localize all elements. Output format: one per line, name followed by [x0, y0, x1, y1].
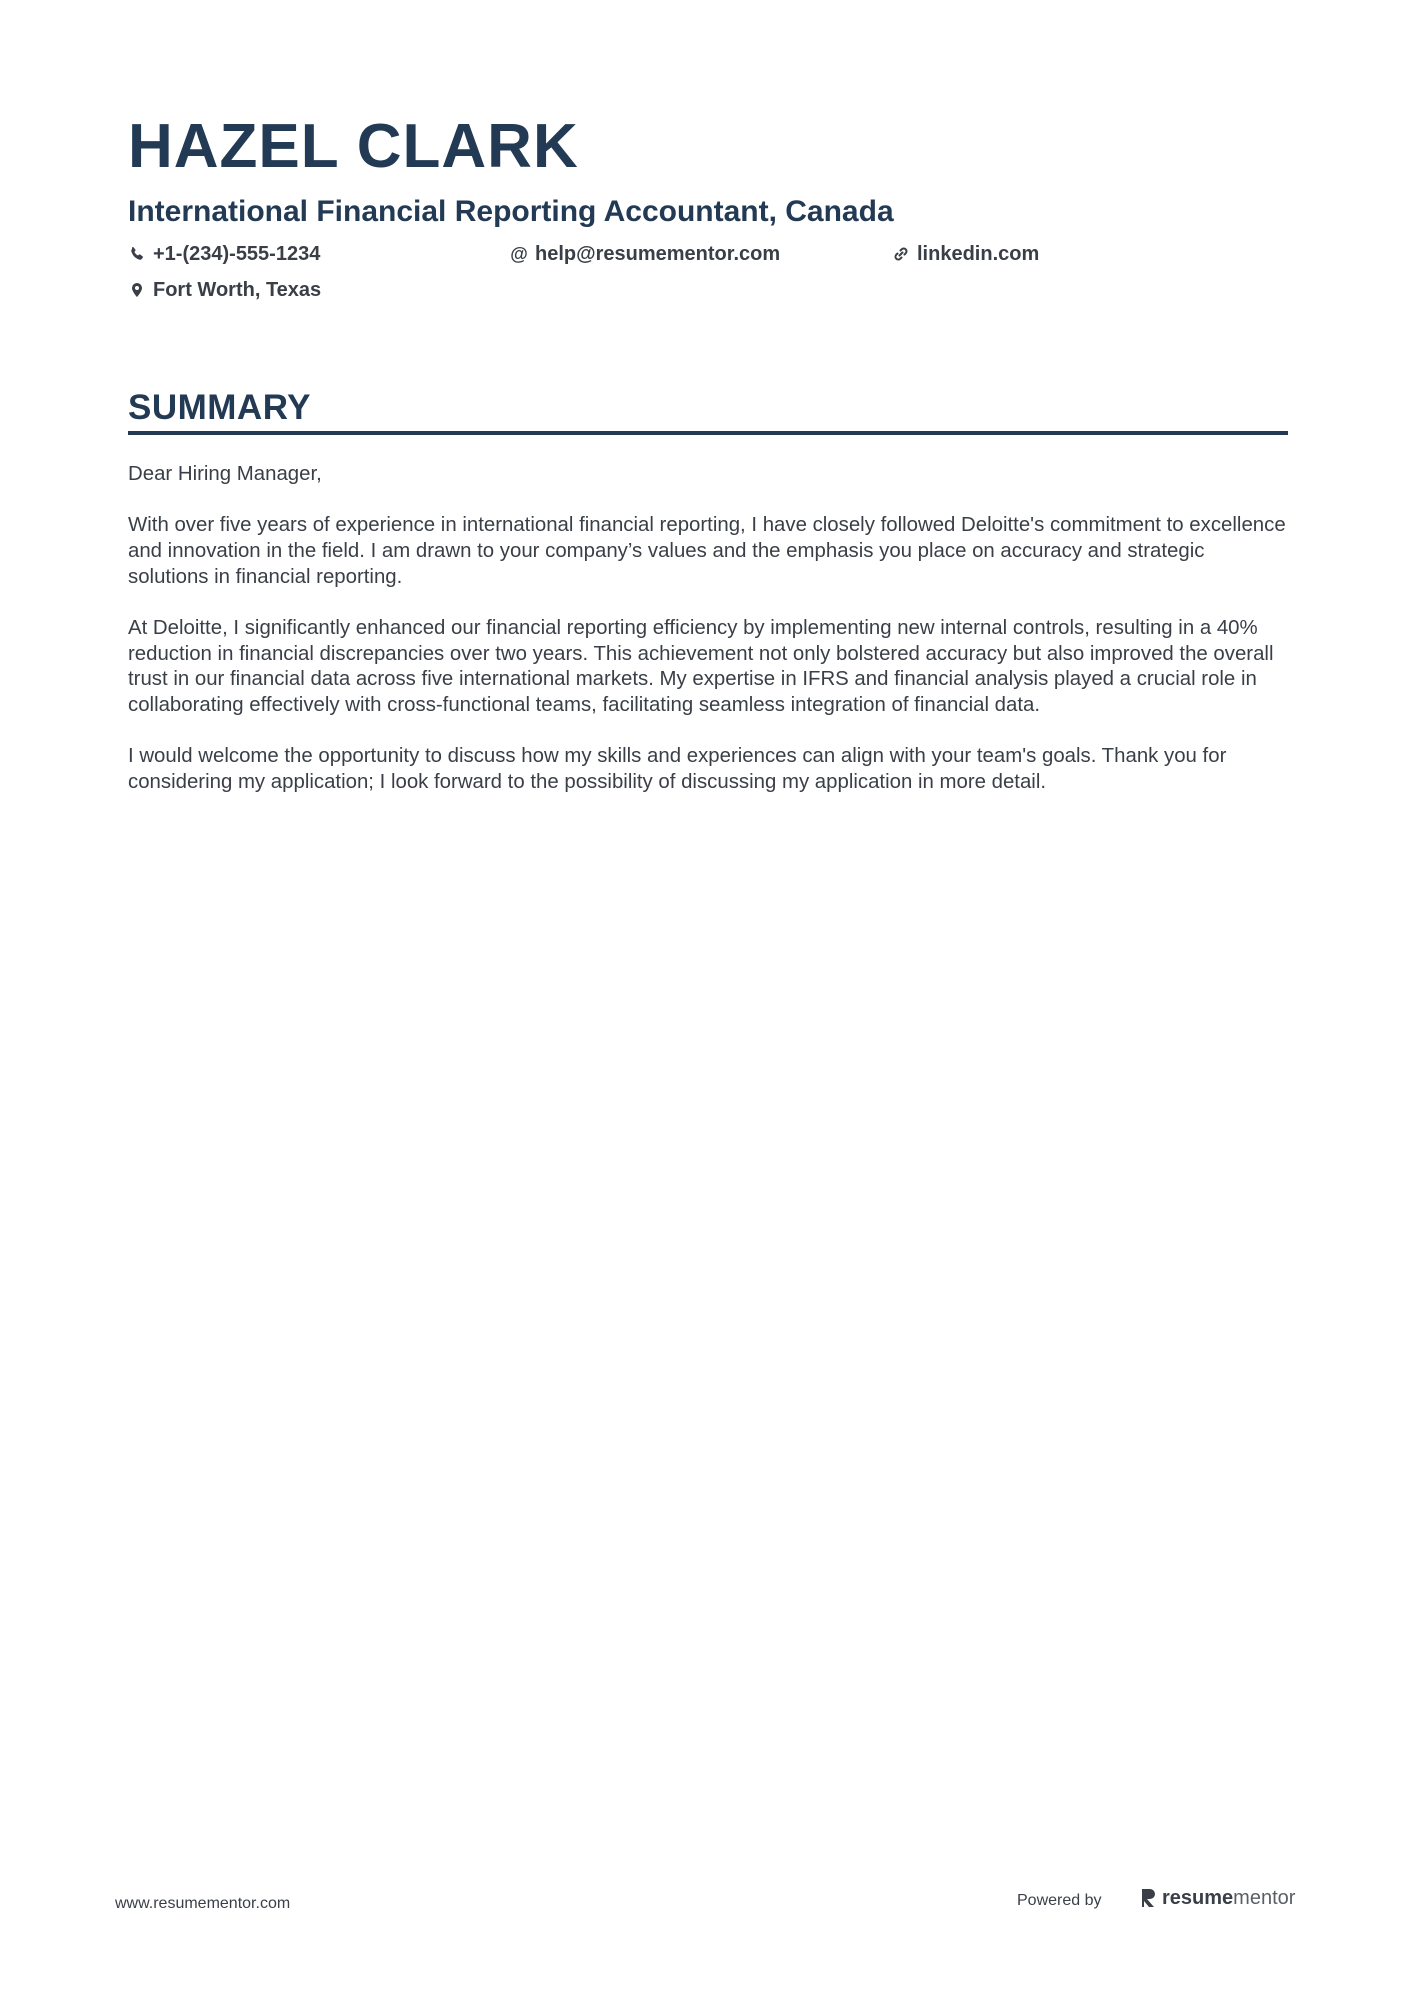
link-icon	[892, 245, 910, 263]
brand-name-part1: resume	[1162, 1887, 1234, 1909]
summary-paragraph: I would welcome the opportunity to discuss how my skills and experiences can align with your team's goals. Thank you for considering my application; I look forward to the possibility of discussing my application in more detail.	[128, 745, 1227, 794]
job-title: International Financial Reporting Accountant, Canada	[128, 195, 894, 228]
contact-linkedin	[892, 240, 1039, 268]
phone-number[interactable]: +1-(234)-555-1234	[153, 243, 321, 265]
footer-brand-logo[interactable]	[1140, 1886, 1295, 1910]
section-divider	[128, 431, 1288, 435]
footer-powered-by: Powered by	[1017, 1892, 1102, 1909]
contact-location	[128, 276, 321, 304]
contact-email	[510, 240, 780, 268]
salutation: Dear Hiring Manager,	[128, 463, 322, 485]
summary-heading: SUMMARY	[128, 388, 312, 427]
phone-icon	[128, 245, 146, 263]
location-pin-icon	[128, 281, 146, 299]
location-text: Fort Worth, Texas	[153, 279, 322, 301]
footer-website[interactable]: www.resumementor.com	[115, 1895, 291, 1912]
summary-paragraph: With over five years of experience in international financial reporting, I have closely followed Deloitte's commitment to excellence and innovation in the field. I am drawn to your company’s values and the emphasis you place on accuracy and strategic solutions in financial reporting.	[128, 514, 1286, 588]
linkedin-link[interactable]: linkedin.com	[917, 243, 1040, 265]
summary-body	[128, 462, 1288, 821]
email-address[interactable]: help@resumementor.com	[535, 243, 781, 265]
candidate-name: HAZEL CLARK	[128, 112, 579, 181]
at-icon: @	[510, 244, 528, 264]
brand-name-part2: mentor	[1233, 1887, 1296, 1909]
summary-paragraph: At Deloitte, I significantly enhanced our financial reporting efficiency by implementing new internal controls, resulting in a 40% reduction in financial discrepancies over two years. This achievement not only bolstered accuracy but also improved the overall trust in our financial data across five international markets. My expertise in IFRS and financial analysis played a crucial role in collaborating effectively with cross-functional teams, facilitating seamless integration of financial data.	[128, 617, 1274, 717]
contact-phone	[128, 240, 320, 268]
resumementor-logo-icon	[1140, 1887, 1158, 1909]
